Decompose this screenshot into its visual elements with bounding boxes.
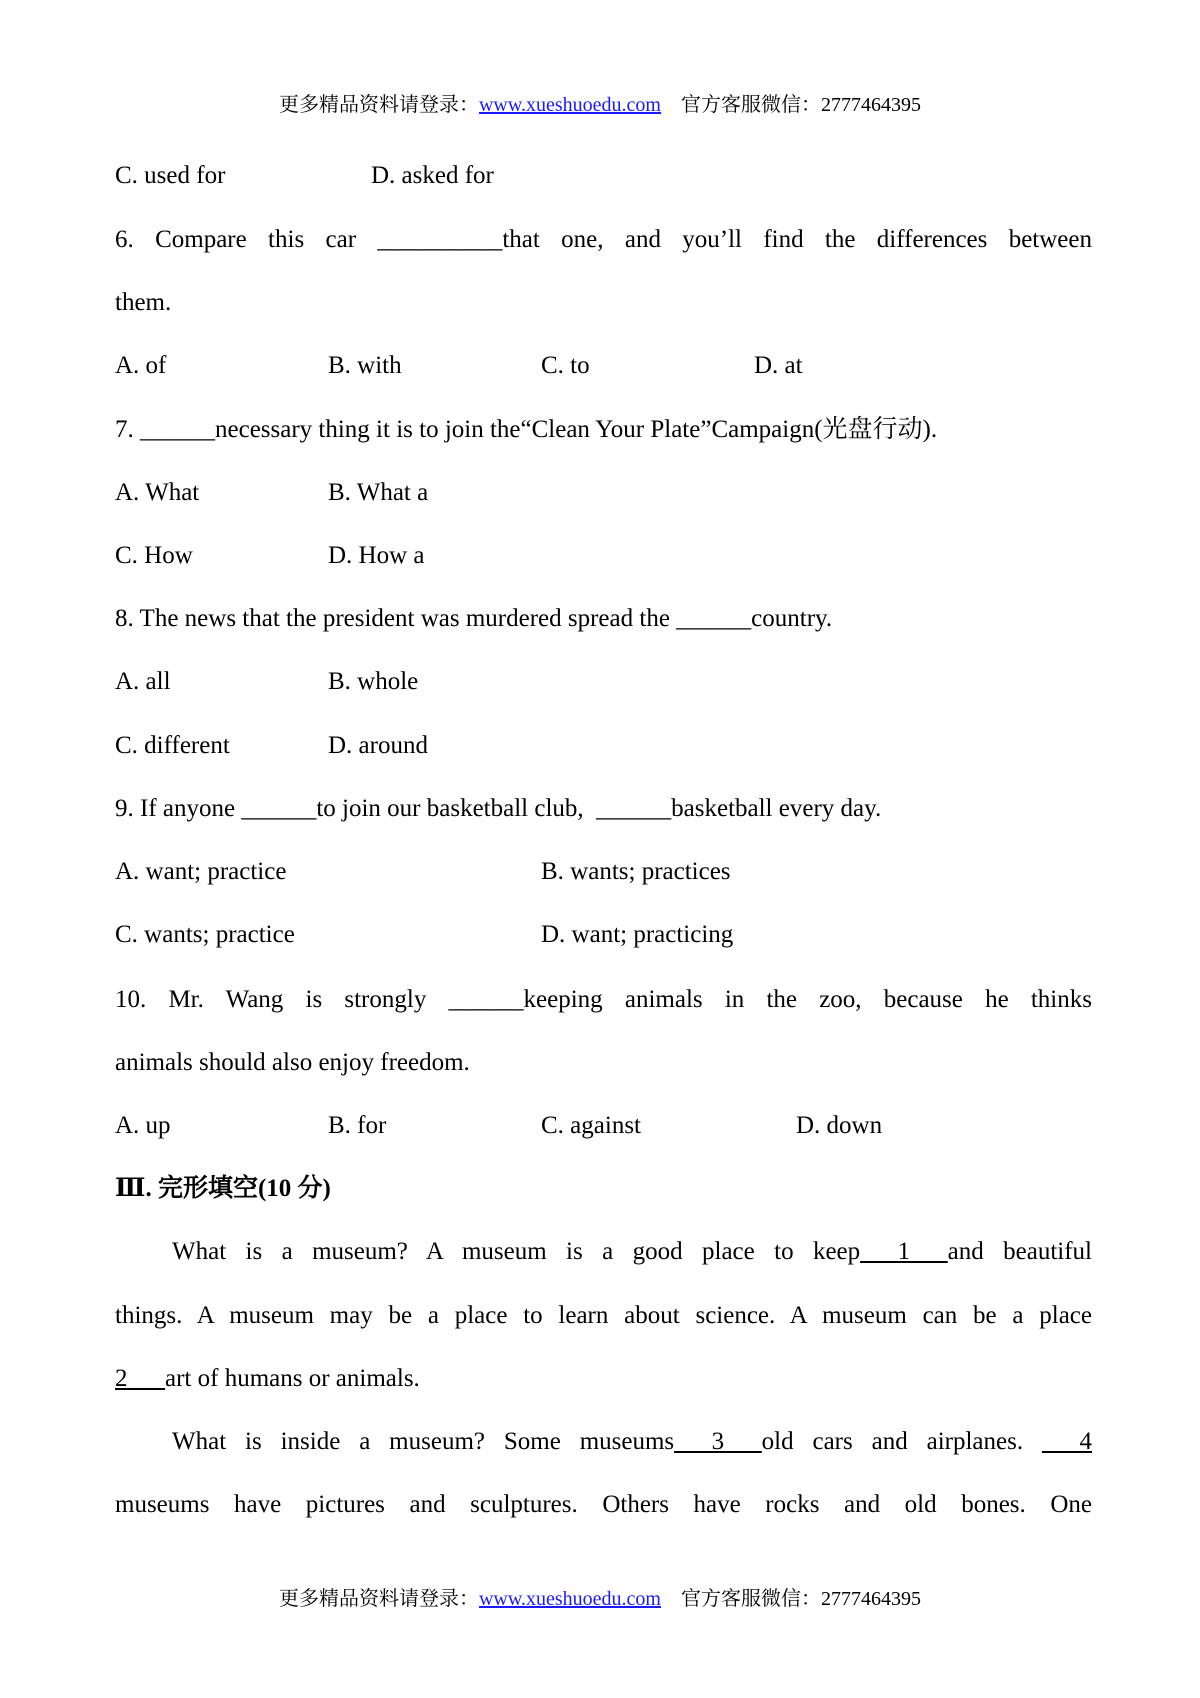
q5-option-d: D. asked for: [371, 162, 494, 189]
q9-option-b: B. wants; practices: [541, 858, 731, 885]
page-header: [0, 88, 1200, 117]
q10-option-b: B. for: [328, 1112, 387, 1139]
q10-text-cont: animals should also enjoy freedom.: [115, 1049, 470, 1076]
q10-option-d: D. down: [796, 1112, 883, 1139]
q9-text: 9. If anyone ______to join our basketball club, ______basketball every day.: [115, 795, 882, 822]
q7-option-b: B. What a: [328, 479, 429, 506]
q6-option-b: B. with: [328, 352, 402, 379]
blank-4: ___4: [1041, 1428, 1092, 1455]
page-footer: [0, 1582, 1200, 1611]
footer-prefix: 更多精品资料请登录：: [278, 1588, 479, 1610]
footer-link[interactable]: www.xueshuoedu.com: [478, 1588, 661, 1610]
blank-3: ___3___: [674, 1428, 762, 1455]
q10-text: 10. Mr. Wang is strongly ______keeping animals in the zoo, because he thinks: [115, 986, 1092, 1013]
q8-option-b: B. whole: [328, 668, 419, 695]
passage-line: What is a museum? A museum is a good place to keep___1___and beautiful: [172, 1238, 1092, 1265]
blank-2: 2___: [115, 1365, 165, 1392]
header-wechat: 官方客服微信：2777464395: [681, 94, 921, 116]
q8-option-a: A. all: [115, 668, 171, 695]
q6-text: 6. Compare this car __________that one, and you’ll find the differences between: [115, 226, 1092, 253]
section-heading: Ⅲ. 完形填空(10 分): [115, 1175, 331, 1202]
q7-option-d: D. How a: [328, 542, 425, 569]
q10-option-a: A. up: [115, 1112, 171, 1139]
passage-line: 2___art of humans or animals.: [115, 1365, 420, 1392]
q5-option-c: C. used for: [115, 162, 226, 189]
q8-option-c: C. different: [115, 732, 230, 759]
passage-line: museums have pictures and sculptures. Others have rocks and old bones. One: [115, 1491, 1092, 1518]
blank-1: ___1___: [860, 1238, 948, 1265]
q6-option-d: D. at: [754, 352, 803, 379]
footer-wechat: 官方客服微信：2777464395: [681, 1588, 921, 1610]
q9-option-d: D. want; practicing: [541, 921, 734, 948]
q6-option-c: C. to: [541, 352, 590, 379]
q7-option-c: C. How: [115, 542, 193, 569]
q8-text: 8. The news that the president was murdered spread the ______country.: [115, 605, 833, 632]
header-link[interactable]: www.xueshuoedu.com: [478, 94, 661, 116]
q10-option-c: C. against: [541, 1112, 641, 1139]
q7-text: 7. ______necessary thing it is to join the“Clean Your Plate”Campaign(光盘行动).: [115, 416, 938, 443]
q7-option-a: A. What: [115, 479, 200, 506]
q8-option-d: D. around: [328, 732, 428, 759]
header-prefix: 更多精品资料请登录：: [278, 94, 479, 116]
q9-option-c: C. wants; practice: [115, 921, 295, 948]
q6-text-cont: them.: [115, 289, 172, 316]
q6-option-a: A. of: [115, 352, 167, 379]
passage-line: things. A museum may be a place to learn about science. A museum can be a place: [115, 1302, 1092, 1329]
q9-option-a: A. want; practice: [115, 858, 287, 885]
passage-line: What is inside a museum? Some museums___3___old cars and airplanes. ___4: [172, 1428, 1092, 1455]
